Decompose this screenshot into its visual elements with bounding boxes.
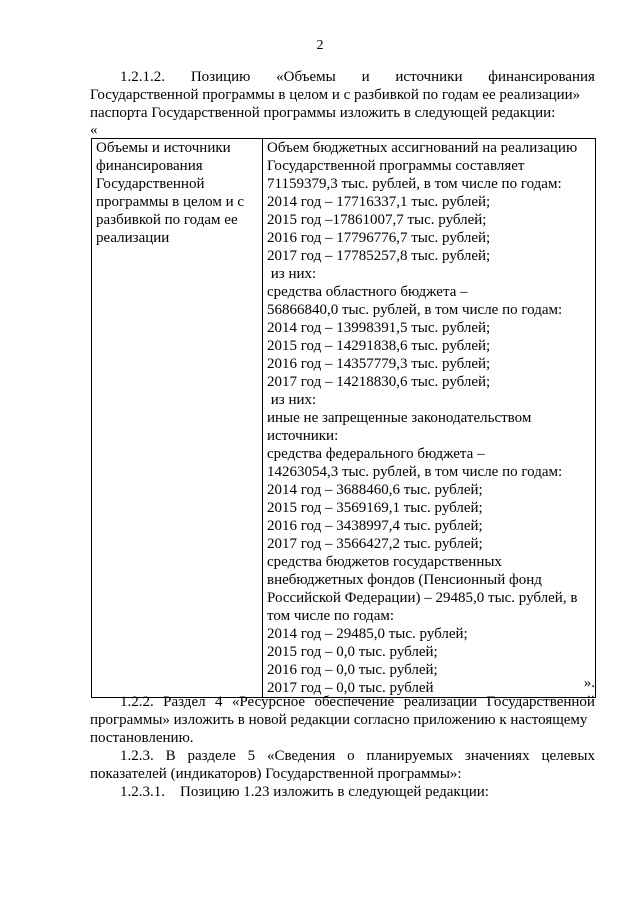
word: 5 [247,748,256,764]
opening-quote: « [90,122,98,138]
cell-line: иные не запрещенные законодательством [267,410,532,426]
paragraph-line: 1.2.3.1. Позицию 1.23 изложить в следующей редакции: [120,784,489,800]
paragraph-line [90,693,595,711]
cell-line: Государственной [96,176,205,192]
paragraph-line [90,68,595,86]
word: планируемых [366,748,454,764]
word: о [347,748,355,764]
paragraph-1-2-3-1 [90,783,595,801]
cell-line: 2016 год – 14357779,3 тыс. рублей; [267,356,491,372]
cell-line: 2015 год –17861007,7 тыс. рублей; [267,212,487,228]
cell-line: средства федерального бюджета – [267,446,485,462]
cell-line: Объемы и источники [96,140,231,156]
cell-line: источники: [267,428,339,444]
paragraph-1-2-3 [90,747,595,783]
word: обеспечение [314,694,395,710]
word: реализации [403,694,478,710]
word: В [165,748,176,764]
cell-line: средства областного бюджета – [267,284,468,300]
cell-line: из них: [267,392,317,408]
cell-line: том числе по годам: [267,608,395,624]
page-number: 2 [316,38,324,53]
cell-line: Объем бюджетных ассигнований на реализацию [267,140,578,156]
cell-line: 2017 год – 3566427,2 тыс. рублей; [267,536,483,552]
passport-table [91,138,596,698]
cell-line: реализации [96,230,170,246]
paragraph-1-2-2 [90,693,595,747]
cell-line: внебюджетных фондов (Пенсионный фонд [267,572,542,588]
cell-line: средства бюджетов государственных [267,554,502,570]
cell-line: 56866840,0 тыс. рублей, в том числе по годам: [267,302,563,318]
word: Государственной [486,694,595,710]
cell-line: 2016 год – 3438997,4 тыс. рублей; [267,518,483,534]
cell-line: 2017 год – 0,0 тыс. рублей [267,680,434,696]
word: разделе [187,748,236,764]
cell-line: 2015 год – 3569169,1 тыс. рублей; [267,500,483,516]
paragraph-line: показателей (индикаторов) Государственной программы»: [90,766,462,782]
table-cell-value [263,139,596,698]
cell-line: 2017 год – 14218830,6 тыс. рублей; [267,374,491,390]
cell-line: 2014 год – 3688460,6 тыс. рублей; [267,482,483,498]
word: 1.2.3. [120,748,154,764]
paragraph-line: постановлению. [90,730,194,746]
cell-line: 2016 год – 0,0 тыс. рублей; [267,662,438,678]
cell-line: 2016 год – 17796776,7 тыс. рублей; [267,230,491,246]
word: Раздел [163,694,206,710]
cell-line: 2015 год – 0,0 тыс. рублей; [267,644,438,660]
word: источники [395,69,463,85]
word: 1.2.1.2. [120,69,165,85]
cell-line: Государственной программы составляет [267,158,525,174]
cell-line: 71159379,3 тыс. рублей, в том числе по годам: [267,176,562,192]
table-row [92,139,596,698]
word: «Ресурсное [231,694,306,710]
word: целевых [541,748,595,764]
paragraph-line: Государственной программы в целом и с разбивкой по годам ее реализации» [90,87,581,103]
paragraph-1-2-1-2 [90,68,595,122]
cell-line: финансирования [96,158,203,174]
word: 1.2.2. [120,694,154,710]
closing-quote: ». [583,675,595,691]
word: и [361,69,370,85]
paragraph-line: программы» изложить в новой редакции согласно приложению к настоящему [90,712,588,728]
paragraph-line: паспорта Государственной программы изложить в следующей редакции: [90,105,556,121]
paragraph-line [90,747,595,765]
cell-line: 2014 год – 29485,0 тыс. рублей; [267,626,468,642]
word: значениях [464,748,530,764]
cell-line: программы в целом и с [96,194,245,210]
word: «Сведения [267,748,336,764]
cell-line: 14263054,3 тыс. рублей, в том числе по годам: [267,464,563,480]
cell-line: разбивкой по годам ее [96,212,238,228]
cell-line: 2014 год – 13998391,5 тыс. рублей; [267,320,491,336]
word: 4 [215,694,223,710]
cell-line: 2014 год – 17716337,1 тыс. рублей; [267,194,491,210]
table-cell-label [92,139,263,698]
word: финансирования [488,69,595,85]
cell-line: из них: [267,266,317,282]
cell-line: 2015 год – 14291838,6 тыс. рублей; [267,338,491,354]
word: Позицию [190,69,251,85]
cell-line: Российской Федерации) – 29485,0 тыс. рублей, в [267,590,578,606]
word: «Объемы [276,69,336,85]
cell-line: 2017 год – 17785257,8 тыс. рублей; [267,248,491,264]
